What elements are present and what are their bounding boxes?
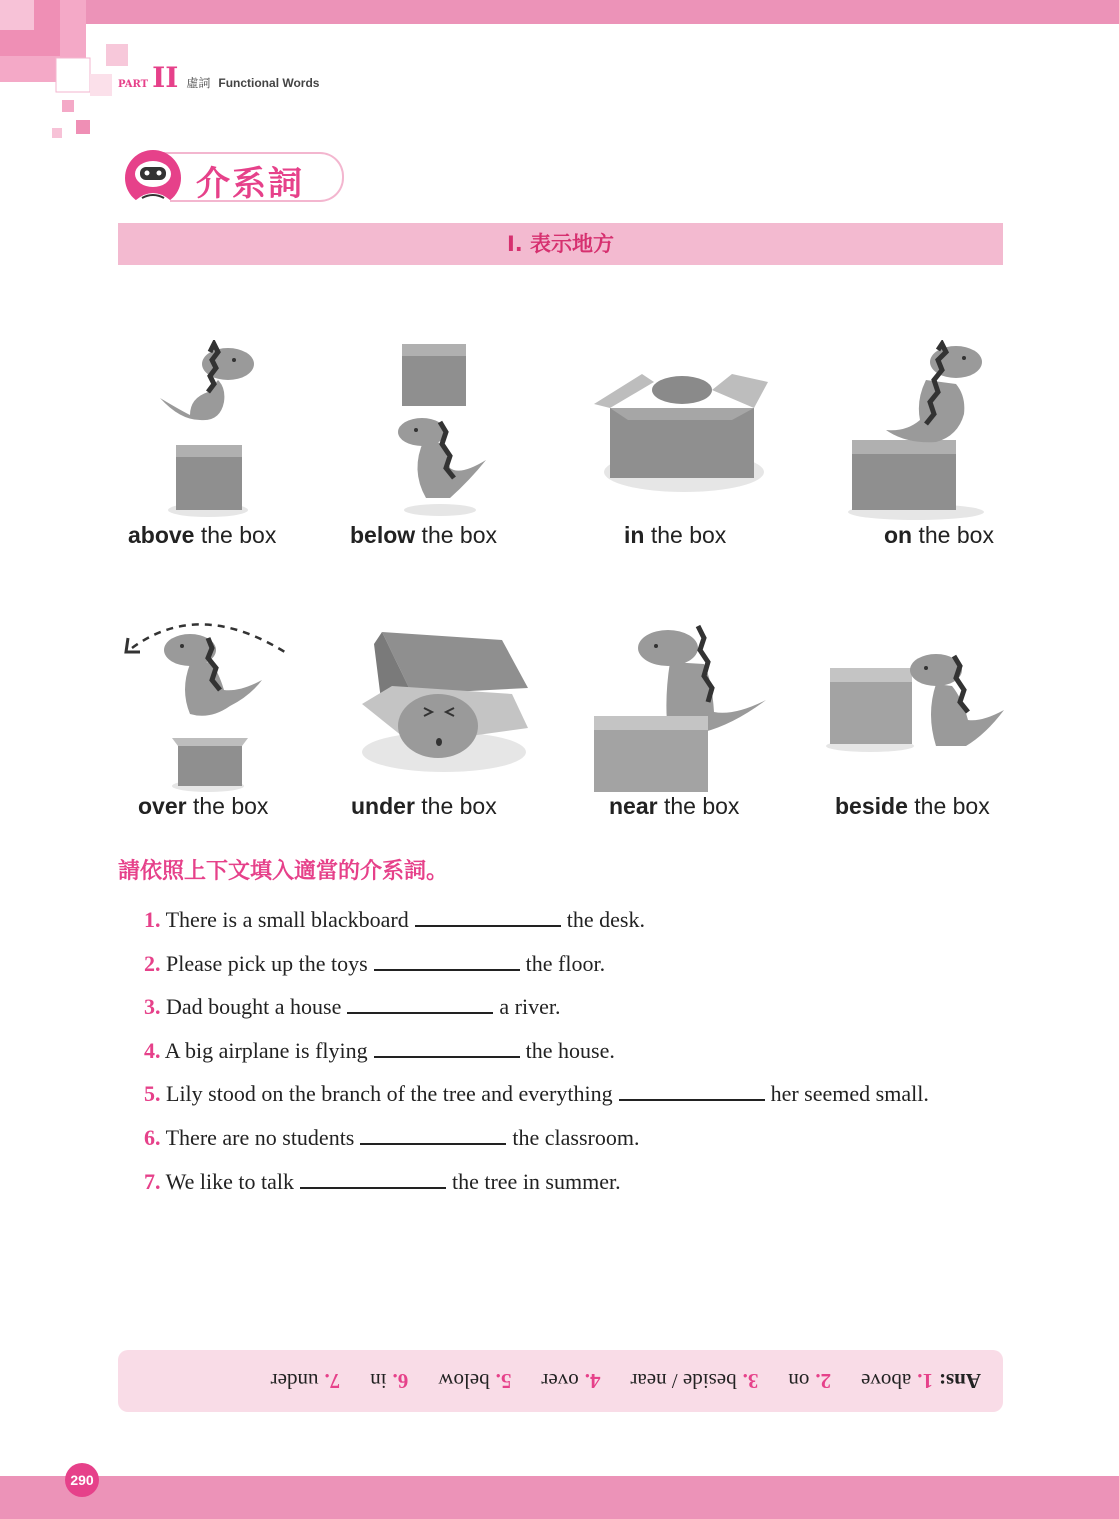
exercise-instruction: 請依照上下文填入適當的介系詞。 xyxy=(118,859,449,884)
answer-key-upside-down xyxy=(118,1350,1003,1412)
exercise-number: 6. xyxy=(144,1124,161,1150)
exercise-item xyxy=(144,989,1024,1033)
answer-item: 3.beside / near xyxy=(630,1369,759,1394)
figure-caption-over: over the box xyxy=(138,793,269,819)
exercise-number: 3. xyxy=(144,994,161,1020)
dinosaur-beside-box-illustration xyxy=(826,650,1006,760)
answer-blank[interactable] xyxy=(300,1167,446,1189)
answer-item: 1.above xyxy=(861,1369,933,1394)
page-number: 290 xyxy=(65,1463,99,1497)
figure-caption-near: near the box xyxy=(609,793,740,819)
exercise-text-after: the floor. xyxy=(525,950,606,976)
figure-caption-beside: beside the box xyxy=(835,793,990,819)
answer-item: 5.below xyxy=(438,1369,512,1394)
exercise-text-before: There are no students xyxy=(165,1124,355,1150)
exercise-number: 7. xyxy=(144,1168,161,1194)
exercise-text-after: her seemed small. xyxy=(770,1081,929,1107)
chapter-title-zh: 虛詞 xyxy=(186,76,211,90)
exercise-item xyxy=(144,946,1024,990)
bottom-band xyxy=(0,1476,1119,1519)
running-head xyxy=(118,61,320,94)
corner-decoration xyxy=(0,0,130,140)
robot-mascot-icon xyxy=(122,150,186,208)
exercise-number: 5. xyxy=(144,1081,161,1107)
answer-item: 2.on xyxy=(788,1369,832,1394)
section-title: I. 表示地方 xyxy=(506,232,615,256)
chapter-title-en: Functional Words xyxy=(218,76,320,90)
figure-caption-above: above the box xyxy=(128,522,277,548)
exercise-text-before: Lily stood on the branch of the tree and everything xyxy=(166,1081,613,1107)
section-bar xyxy=(118,223,1003,265)
answer-blank[interactable] xyxy=(360,1123,506,1145)
exercise-text-before: Dad bought a house xyxy=(166,994,342,1020)
exercise-item xyxy=(144,1076,1024,1120)
dinosaur-on-box-illustration xyxy=(846,340,986,520)
answer-blank[interactable] xyxy=(415,905,561,927)
figure-caption-under: under the box xyxy=(351,793,497,819)
figure-caption-below: below the box xyxy=(350,522,498,548)
answer-item: 6.in xyxy=(370,1369,409,1394)
answer-blank[interactable] xyxy=(347,992,493,1014)
exercise-text-before: There is a small blackboard xyxy=(165,907,409,932)
exercise-text-after: the classroom. xyxy=(512,1124,640,1150)
exercise-item xyxy=(144,902,1024,946)
exercise-number: 2. xyxy=(144,950,161,976)
dinosaur-in-box-illustration xyxy=(592,360,768,500)
part-numeral: II xyxy=(152,61,179,94)
dinosaur-above-box-illustration xyxy=(150,340,260,520)
exercise-text-before: A big airplane is flying xyxy=(164,1037,368,1063)
answer-blank[interactable] xyxy=(619,1079,765,1101)
answer-blank[interactable] xyxy=(374,949,520,971)
answer-item: 4.over xyxy=(541,1369,601,1394)
answer-label: Ans: xyxy=(938,1369,981,1394)
dinosaur-below-box-illustration xyxy=(390,340,500,520)
exercise-text-before: Please pick up the toys xyxy=(166,950,368,976)
exercise-number: 4. xyxy=(144,1037,161,1063)
exercise-text-after: the house. xyxy=(525,1037,615,1063)
exercise-list xyxy=(144,902,1024,1207)
answer-key-box xyxy=(118,1350,1003,1412)
figure-caption-on: on the box xyxy=(884,522,994,548)
exercise-item xyxy=(144,1164,1024,1208)
answer-item: 7.under xyxy=(270,1369,341,1394)
part-label: PART xyxy=(118,79,149,90)
dinosaur-under-box-illustration xyxy=(352,624,532,776)
dinosaur-near-box-illustration xyxy=(594,620,770,792)
exercise-item xyxy=(144,1120,1024,1164)
figure-caption-in: in the box xyxy=(624,522,727,548)
exercise-text-after: the tree in summer. xyxy=(451,1168,621,1194)
top-band xyxy=(0,0,1119,24)
exercise-text-after: a river. xyxy=(499,994,561,1020)
exercise-number: 1. xyxy=(144,907,161,932)
exercise-item xyxy=(144,1033,1024,1077)
exercise-text-before: We like to talk xyxy=(165,1168,294,1194)
chapter-title: 介系詞 xyxy=(196,164,304,204)
answer-blank[interactable] xyxy=(374,1036,520,1058)
dinosaur-over-box-illustration xyxy=(120,610,300,792)
exercise-text-after: the desk. xyxy=(566,907,645,932)
chapter-heading xyxy=(122,150,344,202)
